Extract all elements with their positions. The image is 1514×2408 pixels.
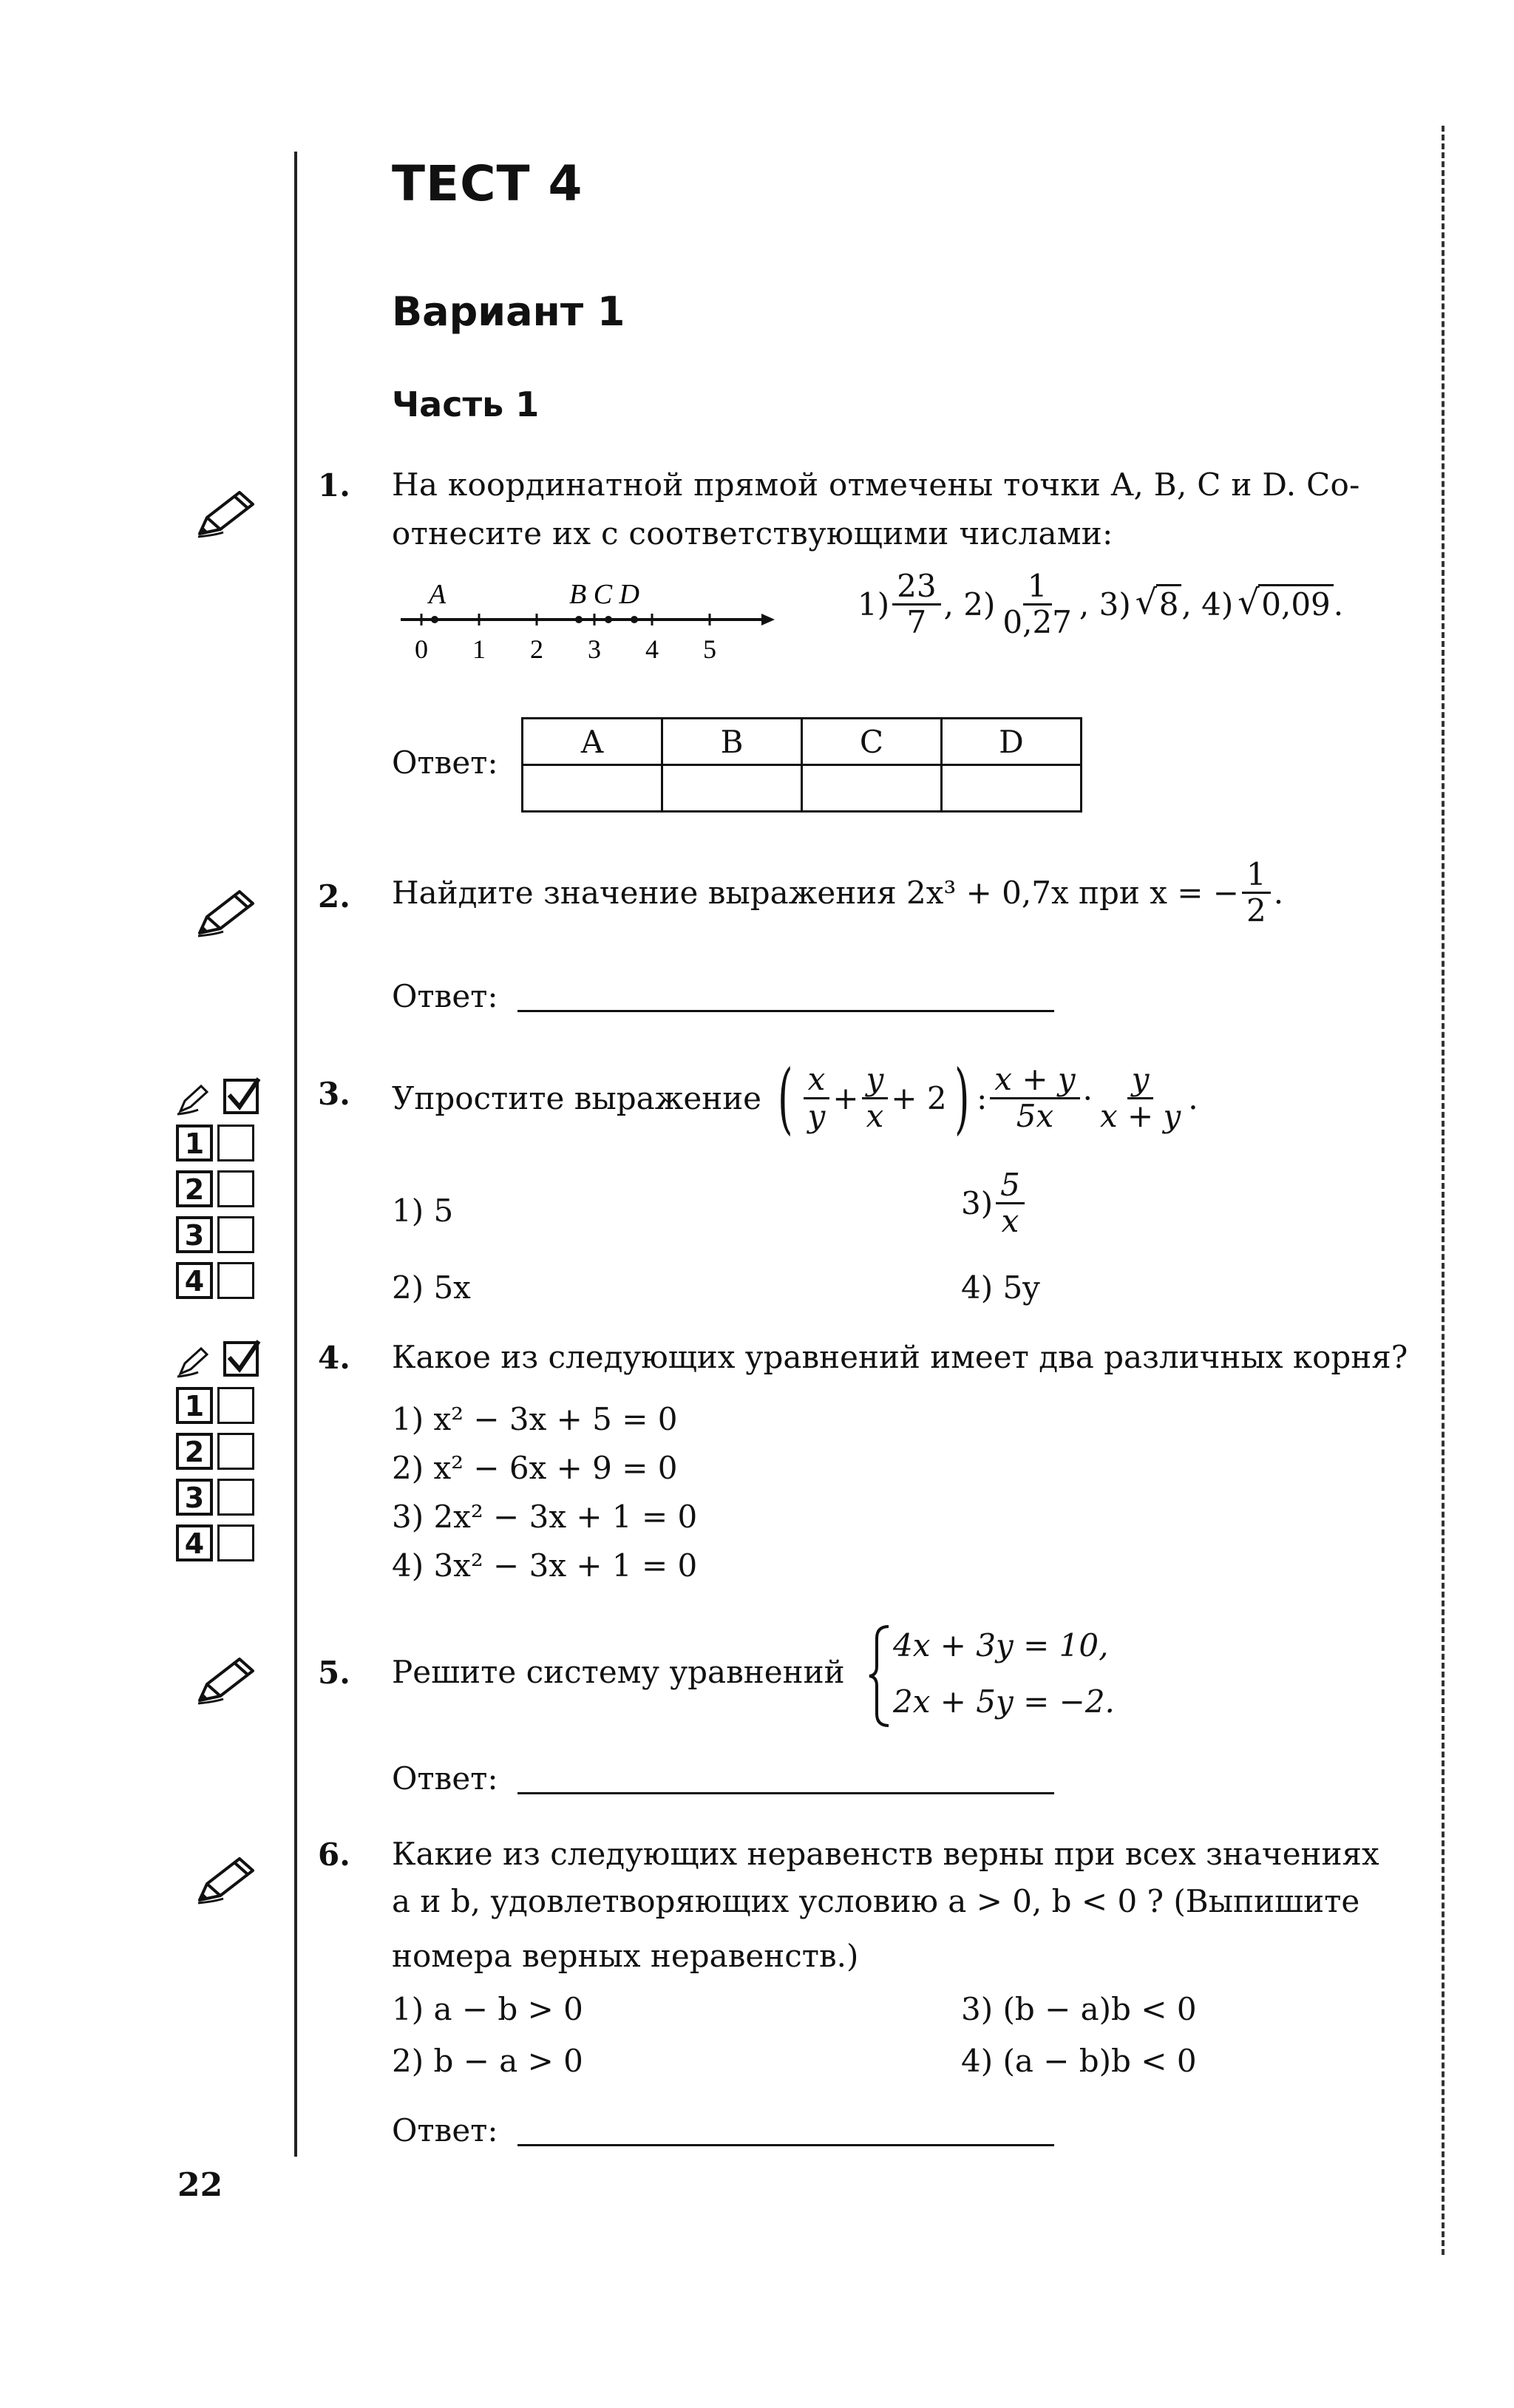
table-header-a: A [523, 719, 662, 765]
question-number: 4. [318, 1340, 350, 1376]
answer-checkbox-group [176, 1338, 272, 1566]
question-text: Какое из следующих уравнений имеет два различных корня? [392, 1339, 1408, 1375]
operator: + 2 [891, 1079, 947, 1116]
checkbox-number: 4 [176, 1524, 213, 1561]
denominator: x [1001, 1203, 1019, 1240]
answer-checkbox[interactable] [217, 1170, 254, 1207]
answer-option: 2) x² − 6x + 9 = 0 [392, 1450, 678, 1486]
checkbox-number: 3 [176, 1216, 213, 1253]
checkbox-number: 3 [176, 1479, 213, 1516]
answer-option: 1) a − b > 0 [392, 1991, 583, 2027]
right-paren: ) [954, 1053, 969, 1143]
answer-label: Ответ: [392, 745, 498, 781]
denominator: 5x [1016, 1097, 1054, 1134]
pencil-icon [194, 1854, 265, 1906]
table-header-d: D [942, 719, 1082, 765]
point-label-a: A [429, 579, 447, 610]
denominator: x + y [1099, 1097, 1181, 1134]
option-prefix: 3) [961, 1185, 994, 1222]
fraction [998, 569, 1076, 640]
answer-option: 2) b − a > 0 [392, 2043, 583, 2079]
denominator: x [866, 1097, 884, 1134]
system-brace [866, 1624, 892, 1729]
question-text: Решите систему уравнений [392, 1654, 845, 1690]
answer-checkbox-row[interactable] [176, 1428, 272, 1474]
numerator: y [1127, 1062, 1154, 1099]
answer-checkbox[interactable] [217, 1216, 254, 1253]
question-number: 5. [318, 1655, 350, 1691]
numerator: x [804, 1062, 830, 1099]
answer-checkbox[interactable] [217, 1125, 254, 1161]
test-title: ТЕСТ 4 [392, 155, 583, 212]
numerator: 5 [996, 1168, 1025, 1204]
fraction [862, 1062, 889, 1133]
checkbox-number: 1 [176, 1125, 213, 1161]
tick-label: 5 [703, 634, 716, 664]
radicand: 0,09 [1258, 584, 1334, 623]
option-prefix: , 4) [1181, 586, 1234, 623]
answer-option: 4) 5y [961, 1269, 1040, 1306]
punctuation: . [1188, 1079, 1198, 1116]
table-header-c: C [802, 719, 942, 765]
pencil-icon [194, 887, 265, 939]
denominator: 0,27 [1002, 604, 1072, 641]
answer-checkbox-row[interactable] [176, 1474, 272, 1520]
answer-cell-d[interactable] [942, 765, 1082, 812]
variant-title: Вариант 1 [392, 288, 625, 335]
fraction [804, 1062, 830, 1133]
numerator: x + y [990, 1062, 1079, 1099]
answer-checkbox-row[interactable] [176, 1520, 272, 1566]
answer-cell-c[interactable] [802, 765, 942, 812]
punctuation: . [1273, 875, 1284, 912]
left-margin-rule [294, 152, 297, 2157]
tick-label: 1 [472, 634, 486, 664]
answer-line[interactable] [517, 2144, 1054, 2146]
answer-checkbox-row[interactable] [176, 1258, 272, 1303]
square-root [1238, 586, 1334, 623]
punctuation: . [1333, 586, 1344, 623]
answer-checkbox[interactable] [217, 1479, 254, 1516]
fraction [1242, 858, 1271, 928]
checkbox-number: 1 [176, 1387, 213, 1424]
answer-line[interactable] [517, 1010, 1054, 1012]
question-text: отнесите их с соответствующими числами: [392, 515, 1113, 552]
answer-checkbox[interactable] [217, 1262, 254, 1299]
question-text: Найдите значение выражения 2x³ + 0,7x при x = − [392, 875, 1239, 912]
question-text: номера верных неравенств.) [392, 1938, 859, 1974]
answer-option: 2) 5x [392, 1269, 471, 1306]
question-number: 6. [318, 1836, 350, 1873]
option-prefix: , 2) [943, 586, 996, 623]
answer-checkbox-row[interactable] [176, 1120, 272, 1166]
page-number: 22 [177, 2166, 223, 2204]
left-paren: ( [778, 1053, 793, 1143]
answer-checkbox[interactable] [217, 1433, 254, 1470]
numerator: 1 [1023, 569, 1052, 606]
square-root [1136, 586, 1182, 623]
answer-option: 3) 2x² − 3x + 1 = 0 [392, 1499, 698, 1535]
answer-option: 4) (a − b)b < 0 [961, 2043, 1197, 2079]
tick-label: 2 [530, 634, 543, 664]
equation: 4x + 3y = 10, [893, 1627, 1109, 1663]
question-number: 2. [318, 878, 350, 915]
operator: + [832, 1079, 859, 1116]
numerator: 1 [1242, 858, 1271, 894]
answer-checkbox[interactable] [217, 1387, 254, 1424]
tick-label: 0 [415, 634, 428, 664]
operator: · [1082, 1079, 1093, 1116]
answer-label: Ответ: [392, 1760, 498, 1797]
pencil-icon [194, 1655, 265, 1706]
checkbox-number: 2 [176, 1433, 213, 1470]
option-prefix: , 3) [1079, 586, 1131, 623]
answer-option: 1) x² − 3x + 5 = 0 [392, 1401, 678, 1437]
question-text: a и b, удовлетворяющих условию a > 0, b < 0 ? (Выпишите [392, 1883, 1360, 1919]
point-label-bcd: B C D [569, 579, 639, 610]
denominator: y [807, 1097, 826, 1134]
numerator: 23 [892, 569, 940, 606]
fraction [996, 1168, 1025, 1238]
answer-option: 3) (b − a)b < 0 [961, 1991, 1197, 2027]
q1-options [858, 569, 1343, 640]
answer-cell-b[interactable] [662, 765, 802, 812]
part-title: Часть 1 [392, 384, 540, 424]
answer-checkbox-row[interactable] [176, 1212, 272, 1258]
fraction [892, 569, 940, 640]
answer-cell-a[interactable] [523, 765, 662, 812]
answer-checkbox-group [176, 1076, 272, 1303]
answer-option [961, 1168, 1028, 1238]
checkbox-number: 2 [176, 1170, 213, 1207]
denominator: 2 [1246, 892, 1266, 929]
pencil-checkmark-icon [176, 1076, 272, 1120]
cut-line-dashed [1442, 126, 1445, 2255]
answer-option: 1) 5 [392, 1193, 454, 1229]
option-prefix: 1) [858, 586, 890, 623]
pencil-icon [194, 488, 265, 540]
answer-line[interactable] [517, 1792, 1054, 1794]
answer-checkbox-row[interactable] [176, 1166, 272, 1212]
numerator: y [862, 1062, 889, 1099]
question-number: 3. [318, 1076, 350, 1112]
question-number: 1. [318, 467, 350, 503]
answer-checkbox-row[interactable] [176, 1383, 272, 1428]
tick-label: 4 [645, 634, 659, 664]
answer-option: 4) 3x² − 3x + 1 = 0 [392, 1547, 698, 1584]
answer-table [521, 717, 1082, 813]
equation: 2x + 5y = −2. [893, 1683, 1115, 1720]
checkbox-number: 4 [176, 1262, 213, 1299]
operator: : [977, 1079, 988, 1116]
pencil-checkmark-icon [176, 1338, 272, 1383]
question-text: Какие из следующих неравенств верны при всех значениях [392, 1836, 1379, 1872]
radicand: 8 [1156, 584, 1182, 623]
question-text: На координатной прямой отмечены точки A, B, C и D. Со- [392, 467, 1360, 503]
question-text: Упростите выражение [392, 1079, 762, 1116]
question-text-row [392, 1053, 1198, 1143]
answer-label: Ответ: [392, 978, 498, 1014]
answer-checkbox[interactable] [217, 1524, 254, 1561]
tick-label: 3 [588, 634, 601, 664]
fraction [1096, 1062, 1185, 1133]
number-line [399, 577, 776, 673]
question-text-row [392, 858, 1283, 928]
fraction [990, 1062, 1079, 1133]
answer-label: Ответ: [392, 2112, 498, 2148]
denominator: 7 [906, 604, 927, 641]
table-header-b: B [662, 719, 802, 765]
